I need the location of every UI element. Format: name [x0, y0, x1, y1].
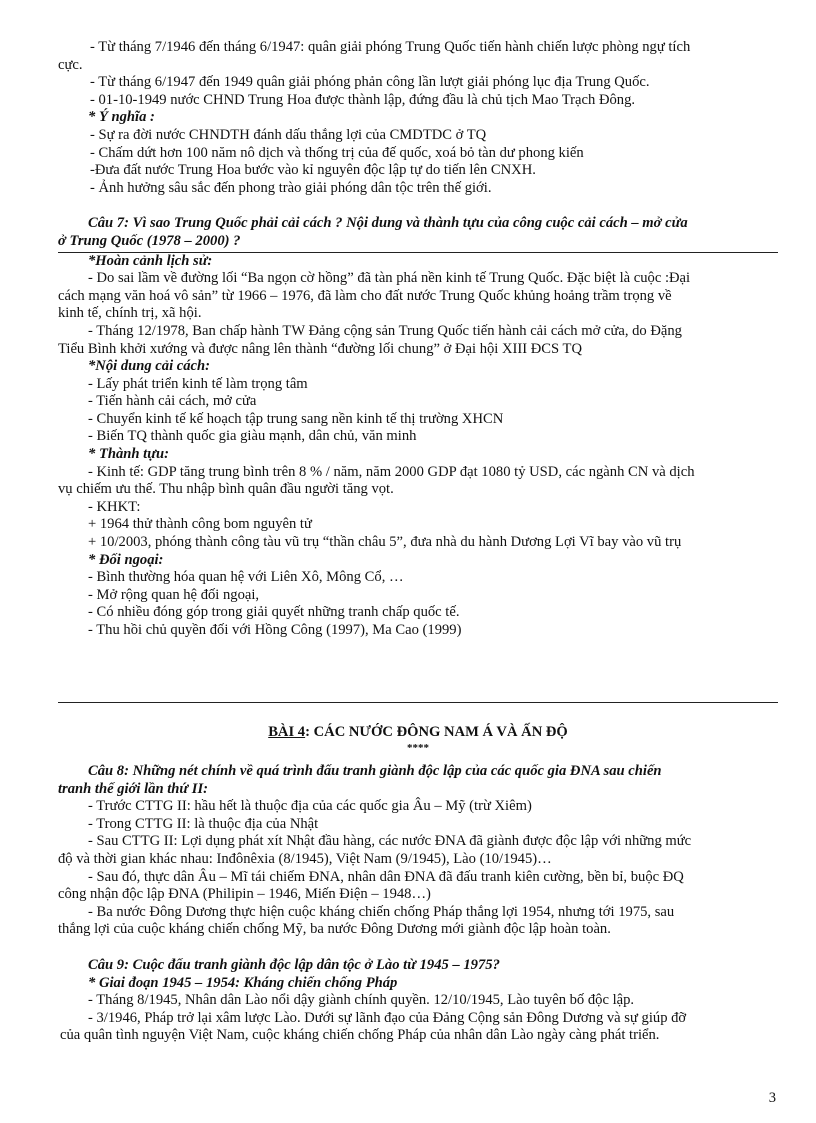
text-line: - 01-10-1949 nước CHND Trung Hoa được thành lập, đứng đầu là chủ tịch Mao Trạch Đông.: [90, 91, 636, 108]
lesson-number: BÀI 4: [268, 724, 306, 740]
text-line: vụ chiếm ưu thế. Thu nhập bình quân đầu người tăng vọt.: [58, 481, 394, 498]
text-line: - Sau đó, thực dân Âu – Mĩ tái chiếm ĐNA, nhân dân ĐNA đã đấu tranh kiên cường, bền bỉ, buộc ĐQ: [88, 868, 684, 885]
text-line: - Ảnh hưởng sâu sắc đến phong trào giải phóng dân tộc trên thế giới.: [90, 179, 492, 196]
question-8-title-cont: tranh thế giới lần thứ II:: [58, 780, 208, 797]
text-line: - 3/1946, Pháp trở lại xâm lược Lào. Dưới sự lãnh đạo của Đảng Cộng sản Đông Dương và sự giúp đỡ: [88, 1009, 687, 1026]
text-line: - Từ tháng 6/1947 đến 1949 quân giải phóng phản công lần lượt giải phóng lục địa Trung Quốc.: [90, 74, 650, 91]
heading-ornament: ****: [407, 742, 429, 754]
text-line: cực.: [58, 56, 83, 73]
text-line: - Từ tháng 7/1946 đến tháng 6/1947: quân giải phóng Trung Quốc tiến hành chiến lược phòng ngự tích: [90, 39, 691, 55]
text-line: của quân tình nguyện Việt Nam, cuộc kháng chiến chống Pháp của nhân dân Lào ngày càng phát triển.: [60, 1027, 660, 1044]
text-line: kinh tế, chính trị, xã hội.: [58, 305, 202, 322]
page-number: 3: [768, 1090, 776, 1106]
text-line: - Mở rộng quan hệ đối ngoại,: [88, 586, 260, 603]
lesson-title: : CÁC NƯỚC ĐÔNG NAM Á VÀ ẤN ĐỘ: [305, 724, 568, 740]
text-line: công nhận độc lập ĐNA (Philipin – 1946, Miến Điện – 1948…): [58, 886, 431, 903]
section-label-phase-1: * Giai đoạn 1945 – 1954: Kháng chiến chống Pháp: [88, 974, 398, 991]
lesson-heading: [58, 724, 778, 742]
text-line: - Tháng 12/1978, Ban chấp hành TW Đảng cộng sản Trung Quốc tiến hành cải cách mở cửa, do Đặng: [88, 322, 682, 339]
text-line: + 10/2003, phóng thành công tàu vũ trụ “thần châu 5”, đưa nhà du hành Dương Lợi Vĩ bay vào vũ trụ: [88, 534, 682, 551]
lesson-4-body: [58, 763, 778, 1045]
text-line: - Kinh tế: GDP tăng trung bình trên 8 % / năm, năm 2000 GDP đạt 1080 tỷ USD, các ngành CN và dịch: [88, 463, 695, 480]
text-line: - Tiến hành cải cách, mở cửa: [88, 393, 257, 410]
section-label-context: *Hoàn cảnh lịch sử:: [88, 252, 213, 269]
text-line: + 1964 thử thành công bom nguyên tử: [88, 516, 312, 533]
text-line: - Sự ra đời nước CHNDTH đánh dấu thắng lợi của CMDTDC ở TQ: [90, 126, 487, 143]
text-line: - Chấm dứt hơn 100 năm nô dịch và thống trị của đế quốc, xoá bỏ tàn dư phong kiến: [90, 144, 584, 161]
text-line: - Trong CTTG II: là thuộc địa của Nhật: [88, 815, 319, 832]
text-line: - Do sai lầm về đường lối “Ba ngọn cờ hồng” đã tàn phá nền kinh tế Trung Quốc. Đặc biệt là cuộc :Đại: [88, 270, 691, 287]
question-8-title: Câu 8: Những nét chính về quá trình đấu tranh giành độc lập của các quốc gia ĐNA sau chiến: [88, 763, 662, 779]
text-line: - Trước CTTG II: hầu hết là thuộc địa của các quốc gia Âu – Mỹ (trừ Xiêm): [88, 798, 532, 815]
text-line: - Thu hồi chủ quyền đối với Hồng Công (1997), Ma Cao (1999): [88, 622, 462, 638]
text-line: - Sau CTTG II: Lợi dụng phát xít Nhật đầu hàng, các nước ĐNA đã giành được độc lập với những mức: [88, 833, 692, 850]
text-line: - Biến TQ thành quốc gia giàu mạnh, dân chủ, văn minh: [88, 428, 417, 445]
section-label-reform-content: *Nội dung cải cách:: [88, 358, 211, 375]
section-label-significance: * Ý nghĩa :: [88, 109, 155, 126]
text-line: thắng lợi của cuộc kháng chiến chống Mỹ, ba nước Đông Dương mới giành độc lập hoàn toàn.: [58, 921, 611, 938]
question-7-title-cont: ở Trung Quốc (1978 – 2000) ?: [58, 233, 778, 253]
section-label-achievements: * Thành tựu:: [88, 446, 169, 463]
text-line: - Lấy phát triển kinh tế làm trọng tâm: [88, 375, 308, 392]
document-body: [58, 39, 778, 640]
text-line: - Bình thường hóa quan hệ với Liên Xô, Mông Cổ, …: [88, 569, 404, 586]
text-line: độ và thời gian khác nhau: Inđônêxia (8/1945), Việt Nam (9/1945), Lào (10/1945)…: [58, 850, 552, 867]
text-line: - Có nhiều đóng góp trong giải quyết những tranh chấp quốc tế.: [88, 604, 460, 621]
text-line: - Tháng 8/1945, Nhân dân Lào nổi dậy giành chính quyền. 12/10/1945, Lào tuyên bố độc lập.: [88, 992, 635, 1009]
question-9-title: Câu 9: Cuộc đấu tranh giành độc lập dân tộc ở Lào từ 1945 – 1975?: [88, 956, 500, 973]
text-line: Tiểu Bình khởi xướng và được nâng lên thành “đường lối chung” ở Đại hội XIII ĐCS TQ: [58, 340, 582, 357]
text-line: - KHKT:: [88, 498, 141, 515]
text-line: - Chuyển kinh tế kế hoạch tập trung sang nền kinh tế thị trường XHCN: [88, 410, 504, 427]
text-line: -Đưa đất nước Trung Hoa bước vào kỉ nguyên độc lập tự do tiến lên CNXH.: [90, 162, 536, 179]
question-7-title: Câu 7: Vì sao Trung Quốc phải cải cách ? Nội dung và thành tựu của công cuộc cải cách – mở cửa: [88, 215, 688, 232]
section-divider: [58, 702, 778, 703]
text-line: - Ba nước Đông Dương thực hiện cuộc kháng chiến chống Pháp thắng lợi 1954, nhưng tới 1975, sau: [88, 903, 675, 920]
section-label-foreign-policy: * Đối ngoại:: [88, 551, 164, 568]
text-line: cách mạng văn hoá vô sản” từ 1966 – 1976, đã làm cho đất nước Trung Quốc khủng hoảng trầm trọng về: [58, 287, 672, 304]
